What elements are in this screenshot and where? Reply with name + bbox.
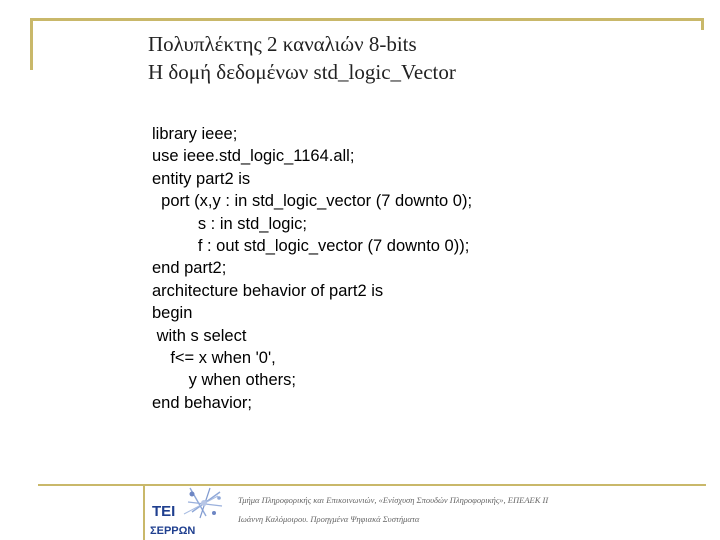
- title-right-tick: [701, 18, 704, 30]
- code-line: architecture behavior of part2 is: [152, 281, 384, 300]
- code-line: port (x,y : in std_logic_vector (7 downto 0);: [152, 192, 473, 211]
- footer-line-2: Ιωάννη Καλόμοιρου. Προηγμένα Ψηφιακά Συστήματα: [238, 514, 420, 524]
- code-line: with s select: [152, 326, 247, 345]
- slide-title: [148, 30, 456, 86]
- logo-text-line-1: ΤΕΙ: [152, 503, 176, 520]
- slide-title-line-1: Πολυπλέκτης 2 καναλιών 8-bits: [148, 32, 417, 56]
- code-line: s : in std_logic;: [152, 214, 307, 233]
- code-line: end part2;: [152, 259, 227, 278]
- footer-line-1: Τμήμα Πληροφορικής και Επικοινωνιών, «Ενίσχυση Σπουδών Πληροφορικής», ΕΠΕΑΕΚ ΙΙ: [238, 495, 549, 505]
- footer-left-tick: [143, 486, 145, 540]
- code-line: f<= x when '0',: [152, 349, 276, 368]
- code-line: begin: [152, 304, 193, 323]
- code-line: y when others;: [152, 371, 296, 390]
- title-left-rule: [30, 18, 33, 70]
- code-line: entity part2 is: [152, 169, 251, 188]
- title-top-rule: [30, 18, 704, 21]
- code-line: end behavior;: [152, 393, 252, 412]
- tei-serron-logo: [148, 486, 224, 540]
- footer-credits: [238, 491, 698, 529]
- logo-text-line-2: ΣΕΡΡΩΝ: [150, 525, 196, 537]
- vhdl-code-listing: [152, 123, 472, 414]
- code-line: f : out std_logic_vector (7 downto 0));: [152, 237, 470, 256]
- code-line: library ieee;: [152, 125, 238, 143]
- footer-rule: [38, 484, 706, 486]
- code-line: use ieee.std_logic_1164.all;: [152, 147, 355, 166]
- slide-title-line-2: Η δομή δεδομένων std_logic_Vector: [148, 60, 456, 84]
- logo-star-icon: [184, 488, 222, 518]
